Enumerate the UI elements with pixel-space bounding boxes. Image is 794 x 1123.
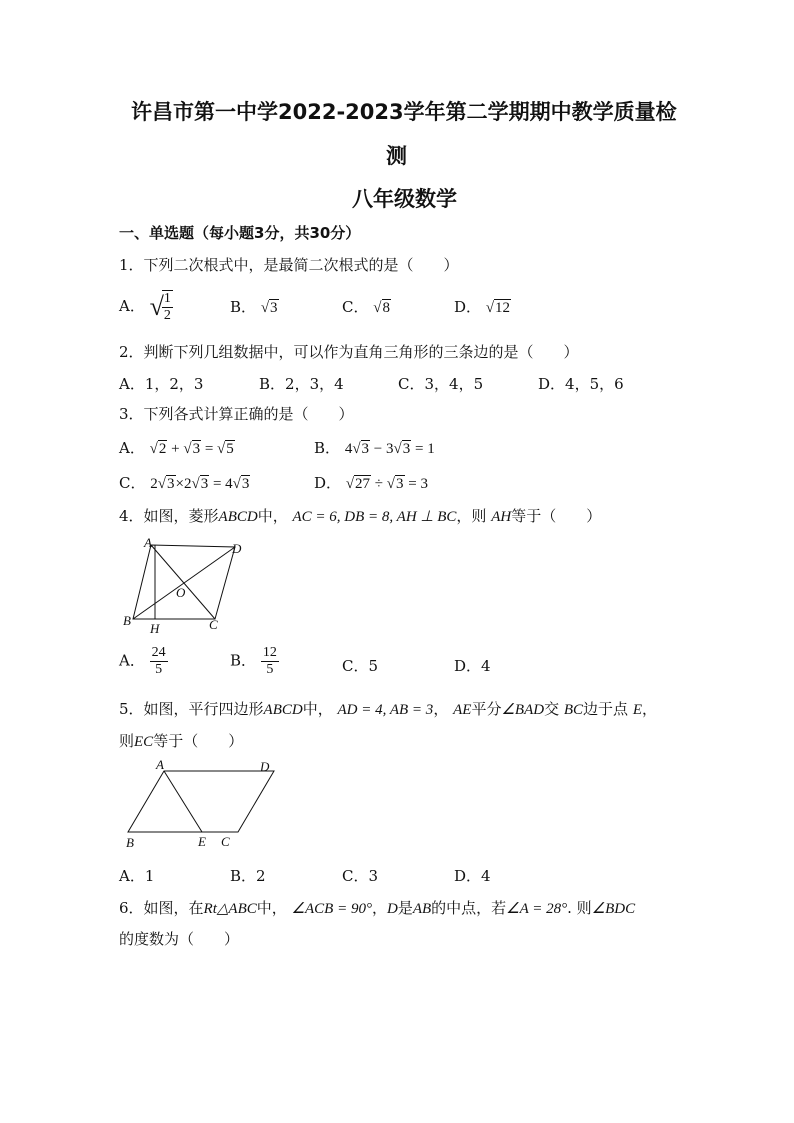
page-title-continued: 测: [386, 144, 407, 168]
question-2-stem: 2．判断下列几组数据中，可以作为直角三角形的三条边的是（ ）: [119, 343, 579, 361]
q4-label-h: H: [150, 621, 160, 635]
q4-b-denominator: 5: [266, 662, 274, 678]
q3-option-c-expr: 2√3×2√3 = 4√3: [150, 476, 250, 492]
q2-option-c[interactable]: C．3，4，5: [398, 375, 484, 393]
q5-option-d[interactable]: D．4: [454, 867, 491, 885]
q1-option-a-label: A．: [119, 297, 145, 316]
q1-option-a-sqrt: √ $\frac{1}{2}$: [149, 291, 171, 324]
q4-option-a[interactable]: [119, 645, 168, 678]
question-3-stem: 3．下列各式计算正确的是（ ）: [119, 405, 354, 423]
q4-label-c: C: [209, 617, 218, 632]
q3-option-d-label: D．: [314, 474, 342, 492]
q1-option-c-label: C．: [342, 298, 369, 316]
q1-b-radicand: 3: [270, 300, 278, 316]
q3-option-b[interactable]: [314, 437, 435, 458]
q1-option-a[interactable]: [119, 290, 173, 324]
q5-label-b: B: [126, 835, 134, 850]
q1-option-b[interactable]: B． √3: [230, 298, 278, 316]
q5-parallelogram-figure: [118, 757, 288, 852]
question-6-stem-line2: 的度数为（ ）: [119, 930, 240, 948]
q5-label-c: C: [221, 834, 230, 849]
q4-option-c[interactable]: C．5: [342, 657, 379, 675]
q2-option-a[interactable]: A．1，2，3: [119, 375, 204, 393]
q3-option-a-expr: √2 + √3 = √5: [149, 441, 234, 457]
page-title: 许昌市第一中学2022-2023学年第二学期期中教学质量检: [131, 100, 677, 124]
q3-option-a[interactable]: [119, 437, 235, 458]
q3-option-d[interactable]: [314, 472, 428, 493]
q4-a-denominator: 5: [155, 662, 163, 678]
section-heading: 一、单选题（每小题3分，共30分）: [119, 224, 361, 242]
q1-option-b-label: B．: [230, 298, 257, 316]
question-5-stem-line1: 5．如图，平行四边形ABCD中， AD = 4, AB = 3， AE平分∠BAD交 BC边于点 E，: [119, 700, 658, 718]
q3-option-a-label: A．: [119, 439, 145, 457]
q4-label-o: O: [176, 585, 186, 600]
q4-option-a-label: A．: [119, 651, 145, 670]
q4-rhombus-figure: [118, 535, 258, 635]
question-6-stem-line1: 6．如图，在Rt△ABC中， ∠ACB = 90°，D是AB的中点，若∠A = 28°. 则∠BDC: [119, 899, 636, 917]
page-subtitle: 八年级数学: [352, 187, 457, 211]
q4-option-b-label: B．: [230, 651, 257, 670]
q1-a-numerator: 1: [162, 291, 173, 308]
question-1-stem: 1．下列二次根式中，是最简二次根式的是（ ）: [119, 256, 459, 274]
q3-option-c[interactable]: [119, 472, 250, 493]
q5-label-e: E: [198, 834, 206, 849]
q4-label-b: B: [123, 613, 131, 628]
q3-option-b-label: B．: [314, 439, 341, 457]
q4-b-numerator: 12: [261, 645, 279, 662]
q1-option-d[interactable]: D． √12: [454, 298, 511, 316]
question-4-stem: 4．如图，菱形ABCD中， AC = 6, DB = 8, AH ⊥ BC，则 AH等于（ ）: [119, 507, 602, 525]
q3-option-d-expr: √27 ÷ √3 = 3: [345, 476, 428, 492]
q1-option-d-label: D．: [454, 298, 482, 316]
q2-option-d[interactable]: D．4，5，6: [538, 375, 624, 393]
q4-option-b[interactable]: [230, 645, 279, 678]
q5-label-d: D: [260, 759, 270, 774]
q3-option-c-label: C．: [119, 474, 146, 492]
q1-a-denominator: 2: [163, 308, 171, 324]
q4-a-numerator: 24: [150, 645, 168, 662]
q1-c-radicand: 8: [382, 300, 390, 316]
q5-label-a: A: [156, 757, 164, 772]
q3-option-b-expr: 4√3 − 3√3 = 1: [344, 441, 435, 457]
q5-option-a[interactable]: A．1: [119, 867, 155, 885]
q2-option-b[interactable]: B．2，3，4: [259, 375, 344, 393]
question-5-stem-line2: 则EC等于（ ）: [119, 732, 244, 750]
q1-d-radicand: 12: [495, 300, 511, 316]
q5-option-b[interactable]: B．2: [230, 867, 266, 885]
q4-option-d[interactable]: D．4: [454, 657, 491, 675]
q5-option-c[interactable]: C．3: [342, 867, 379, 885]
q4-label-a: A: [144, 535, 152, 550]
q1-option-c[interactable]: C． √8: [342, 298, 390, 316]
q4-label-d: D: [232, 541, 242, 556]
